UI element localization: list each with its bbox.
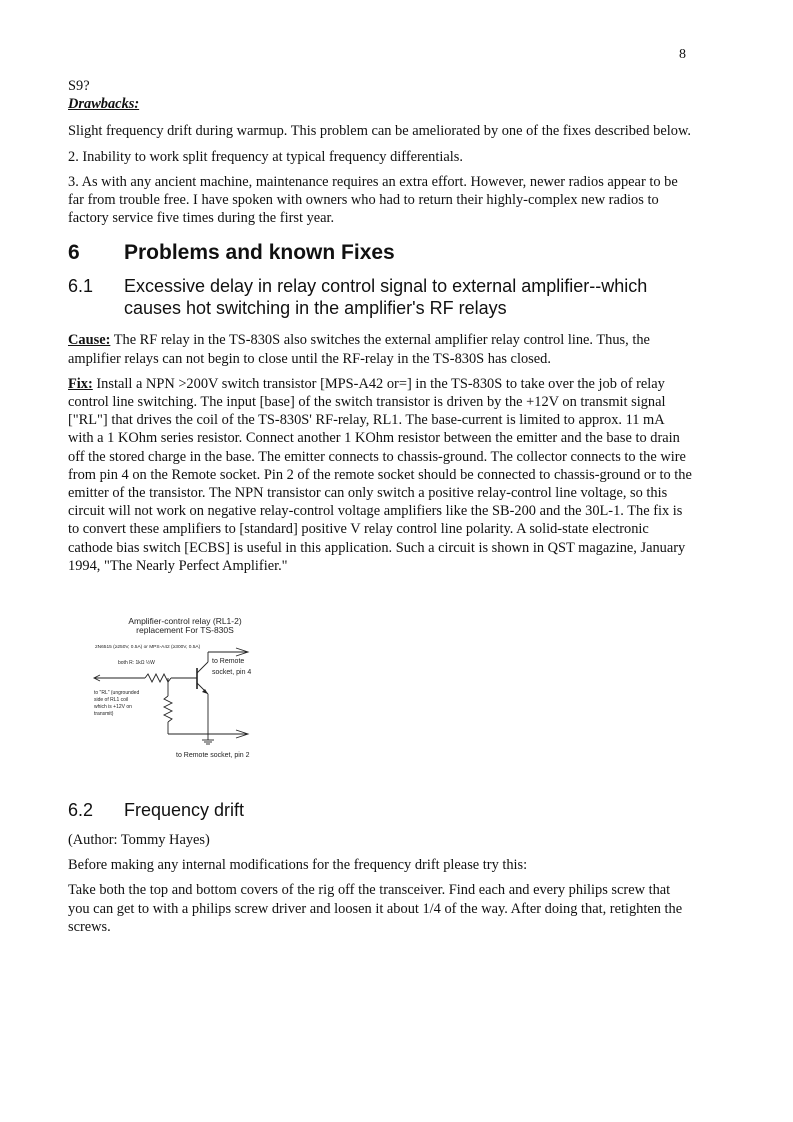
drawback-3: 3. As with any ancient machine, maintenance requires an extra effort. However, newer radios appear to be far from trouble free. I have spoken with owners who had to return their highly-complex new radios to factory service five times during the first year. [68, 173, 678, 227]
drawback-2: 2. Inability to work split frequency at typical frequency differentials. [68, 148, 463, 165]
diagram-rl-line2: side of RL1 coil [94, 697, 129, 704]
relay-circuit-diagram [90, 616, 280, 766]
author-line: (Author: Tommy Hayes) [68, 832, 210, 849]
fix-paragraph [68, 375, 693, 575]
diagram-remote-pin2: to Remote socket, pin 2 [176, 752, 250, 760]
page-content [68, 77, 693, 943]
section-6-2-title: Frequency drift [124, 800, 245, 821]
diagram-rl-line4: transmit) [94, 711, 114, 718]
diagram-remote-pin4-line2: socket, pin 4 [212, 669, 252, 677]
page-number: 8 [679, 47, 686, 62]
diagram-remote-pin4-line1: to Remote [212, 658, 245, 666]
section-6-title: Problems and known Fixes [124, 241, 395, 265]
diagram-title-line2: replacement For TS-830S [136, 625, 234, 636]
section-6-number: 6 [68, 241, 80, 265]
cause-paragraph [68, 331, 693, 367]
section-6-1-heading [68, 275, 693, 319]
drawbacks-heading: Drawbacks: [68, 96, 140, 113]
fix-text: Install a NPN >200V switch transistor [MPS-A42 or=] in the TS-830S to take over the job of relay control line switching. The input [base] of the switch transistor is driven by the +12V on transmit signal ["RL"] that drives the coil of the TS-830S' RF-relay, RL1. The base-current is limited to approx. 11 mA with a 1 KOhm series resistor. Connect another 1 KOhm resistor between the emitter and the base to drain off the stored charge in the base. The emitter connects to chassis-ground. The collector connects to the wire from pin 4 on the Remote socket. Pin 2 of the remote socket should be connected to chassis-ground or to the emitter of the transistor. The NPN transistor can only switch a positive relay-control line voltage, so this circuit will not work on negative relay-control voltage amplifiers like the SB-200 and the 30L-1. The fix is to convert these amplifiers to [standard] positive V relay control line polarity. A solid-state electronic cathode bias switch [ECBS] is useful in this application. Such a circuit is shown in QST magazine, January 1994, "The Nearly Perfect Amplifier." [68, 375, 692, 574]
drawback-1: Slight frequency drift during warmup. This problem can be ameliorated by one of the fixes described below. [68, 123, 692, 140]
diagram-resistors-label: both R: 1kΩ ½W [118, 660, 155, 667]
diagram-rl-line1: to "RL" (ungrounded [94, 690, 140, 697]
emitter-arrow [202, 689, 208, 694]
s9-text: S9? [68, 78, 90, 94]
drift-paragraph-1: Before making any internal modifications for the frequency drift please try this: [68, 857, 528, 874]
section-6-heading [68, 241, 693, 265]
fix-label: Fix: [68, 375, 93, 392]
diagram-title-line1: Amplifier-control relay (RL1-2) [128, 616, 242, 627]
drift-paragraph-2: Take both the top and bottom covers of the rig off the transceiver. Find each and every philips screw that you can get to with a philips screw driver and loosen it about 1/4 of the way. After doing that, retighten the screws. [68, 882, 683, 935]
diagram-parts-line: 2N6515 (≥250V, 0.5A) or MPS-A42 (≥300V, 0.5A) [95, 645, 201, 651]
diagram-rl-line3: which is +12V on [94, 704, 132, 711]
section-6-1-number: 6.1 [68, 276, 94, 297]
cause-text: The RF relay in the TS-830S also switches the external amplifier relay control line. Thus, the amplifier relays can not begin to close until the RF-relay in the TS-830S has closed. [68, 332, 650, 367]
cause-label: Cause: [68, 332, 111, 349]
section-6-1-title: Excessive delay in relay control signal to external amplifier--which causes hot switching in the amplifier's RF relays [124, 276, 648, 319]
section-6-2-heading [68, 799, 693, 821]
section-6-2-number: 6.2 [68, 800, 94, 821]
